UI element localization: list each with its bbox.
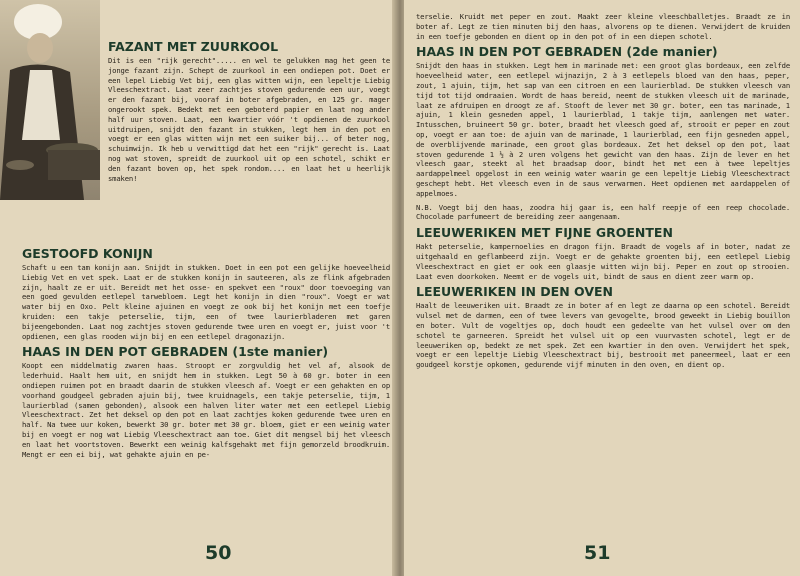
page-number-left: 50 (205, 542, 232, 564)
fazant-body: Dit is een "rijk gerecht"..... en wel te gelukken mag het geen te jonge fazant zijn. Schept de zuurkool in een ondiepen pot. Doet er een lepel Liebig Vet bij, een glas witten wijn, een lepeltje Liebig Vleeschextract. Laat zeer zachtjes stoven gedurende een uur, voegt er den fazant bij, vooraf in boter afgebraden, en 125 gr. mager ongerookt spek. Bedekt met een geboterd papier en laat nog ander half uur stoven. Laat, een kwartier vóór 't opdienen de zuurkool uitdruipen, snijdt den fazant in stukken, legt hem in den pot en voegt er een glas witten wijn met een suiker bij... of beter nog, schuimwijn. Ik heb u verwittigd dat het een "rijk" gerecht is. Laat nog wat stoven, spreidt de zuurkool uit op een schotel, schikt er den fazant boven op, het spek rondom.... en laat het u heerlijk smaken! (108, 56, 390, 183)
oven-title: LEEUWERIKEN IN DEN OVEN (416, 284, 613, 300)
cook-photo (0, 0, 100, 200)
konijn-title: GESTOOFD KONIJN (22, 246, 153, 261)
continued-text: terselie. Kruidt met peper en zout. Maakt zeer kleine vleeschballetjes. Braadt ze in boter af. Legt ze tien minuten bij den haas, alvorens op te dienen. Verwijdert de kruiden in een toefje gebonden en dient op in den pot of in een diepen schotel. (416, 12, 790, 41)
groenten-title: LEEUWERIKEN MET FIJNE GROENTEN (416, 225, 673, 241)
haas2-title: HAAS IN DEN POT GEBRADEN (2de manier) (416, 44, 718, 60)
groenten-body: Hakt peterselie, kampernoelies en dragon fijn. Braadt de vogels af in boter, nadat ze uitgehaald en geflambeerd zijn. Voegt er de gehakte groenten bij, een eetlepel Liebig Vleeschextract en giet er ook een glaasje witten wijn bij. Peper en zout op strooien. Laat even doorkoken. Neemt er de vogels uit, bindt de saus en dient zeer warm op. (416, 242, 790, 281)
haas2-body: Snijdt den haas in stukken. Legt hem in marinade met: een groot glas bordeaux, een zelfde hoeveelheid water, een eetlepel wijnazijn, 2 à 3 eetlepels bloed van den haas, peper, zout, 1 ajuin, tijm, het sap van een citroen en een laurierblad. De stukken vleesch van tijd tot tijd omdraaien. Wordt de haas bereid, neemt de stukken vleesch uit de marinade, laat ze afdruipen en droogt ze af. Stooft de lever met 30 gr. boter, een tas marinade, 1 ajuin, 1 klein gesneden appel, 1 laurierblad, 1 takje tijm, aanlengen met water. Intusschen, bruineert 50 gr. boter, braadt het vleesch goed af, strooit er peper en zout op, voegt er aan toe: de ajuin van de marinade, 1 laurierblad, een fijn gesneden appel, de overblijvende marinade, een groot glas bordeaux. Zet het deksel op den pot, laat stoven gedurende 1 ½ à 2 uren volgens het gewicht van den haas. Zijn de lever en het vleesch gaar, steekt al het braadsap door, bindt het met een à twee lepeltjes aardappelmeel opgelost in een weinig water waarin ge een lepeltje Liebig Vleeschextract geschept hebt. Het vleesch even in de saus verwarmen. Heet opdienen met aardappelen of appelmoes. (416, 61, 790, 198)
haas2-note: N.B. Voegt bij den haas, zoodra hij gaar is, een half reepje of een reep chocolade. Chocolade parfumeert de bereiding zeer aangenaam. (416, 202, 790, 222)
konijn-body: Schaft u een tam konijn aan. Snijdt in stukken. Doet in een pot een gelijke hoeveelheid Liebig Vet en vet spek. Laat er de stukken konijn in sauteeren, als ze flink afgebraden zijn, haalt ze er uit. Bereidt met het osse- en spekvet een "roux" door toevoeging van een goed gevulden eetlepel tarwebloem. Legt het konijn in dien "roux". Voegt er wat water bij en Oxo. Pelt kleine ajuinen en voegt ze ook bij het konijn met een toefje kruiden: een takje peterselie, tijm, een of twee laurierbladeren met garen bijeengebonden. Laat nog zachtjes stoven gedurende twee uren en voegt er, juist voor 't opdienen, een glas rooden wijn bij en een eetlepel dragonazijn. (22, 263, 390, 341)
haas1-title: HAAS IN DEN POT GEBRADEN (1ste manier) (22, 344, 329, 360)
right-page (404, 0, 800, 576)
page-number-right: 51 (584, 542, 611, 564)
right-column (416, 12, 790, 374)
left-column (22, 244, 390, 463)
left-page (0, 0, 396, 576)
haas1-body: Koopt een middelmatig zwaren haas. Stroopt er zorgvuldig het vel af, alsook de lederhuid. Haalt hem uit, en snijdt hem in stukken. Legt 50 à 60 gr. boter in een ondiepen ruimen pot en braadt daarin de stukken vleesch af. Voegt er een gehakten en op voorhand goudgeel gebraden ajuin bij, twee kruidnagels, een takje peterselie, tijm, 1 laurierblad (samen gebonden), alsook een halven liter water met een eetlepel Liebig Vleeschextract. Zet het deksel op den pot en laat zachtjes koken gedurende twee uren en half. Na twee uur koken, bewerkt 30 gr. boter met 30 gr. bloem, giet er een weinig water bij en voegt er nog wat Liebig Vleeschextract aan toe. Giet dit mengsel bij het vleesch en laat het voortstoven. Bewerkt een weinig kalfsgehakt met fijn gemorzeld broodkruim. Mengt er een ei bij, wat gehakte ajuin en pe- (22, 361, 390, 459)
fazant-title: FAZANT MET ZUURKOOL (108, 39, 279, 54)
fazant-section (108, 40, 390, 183)
oven-body: Haalt de leeuweriken uit. Braadt ze in boter af en legt ze daarna op een schotel. Bereidt vulsel met de darmen, een of twee levers van gevogelte, brood geweekt in Liebig bouillon en boter. Vult de vogeltjes op, doch houdt een gedeelte van het vulsel over om den schotel te garneeren. Spreidt het vulsel uit op een vuurvasten schotel, legt er de leeuweriken op, bedekt ze met spek. Zet een kwartier in den oven. Verwijdert het spek, voegt er een lepeltje Liebig Vleeschextract bij, bestrooit met paneermeel, laat er een goudgeel korstje opkomen, gedurende vijf minuten in den oven, en dient op. (416, 301, 790, 370)
